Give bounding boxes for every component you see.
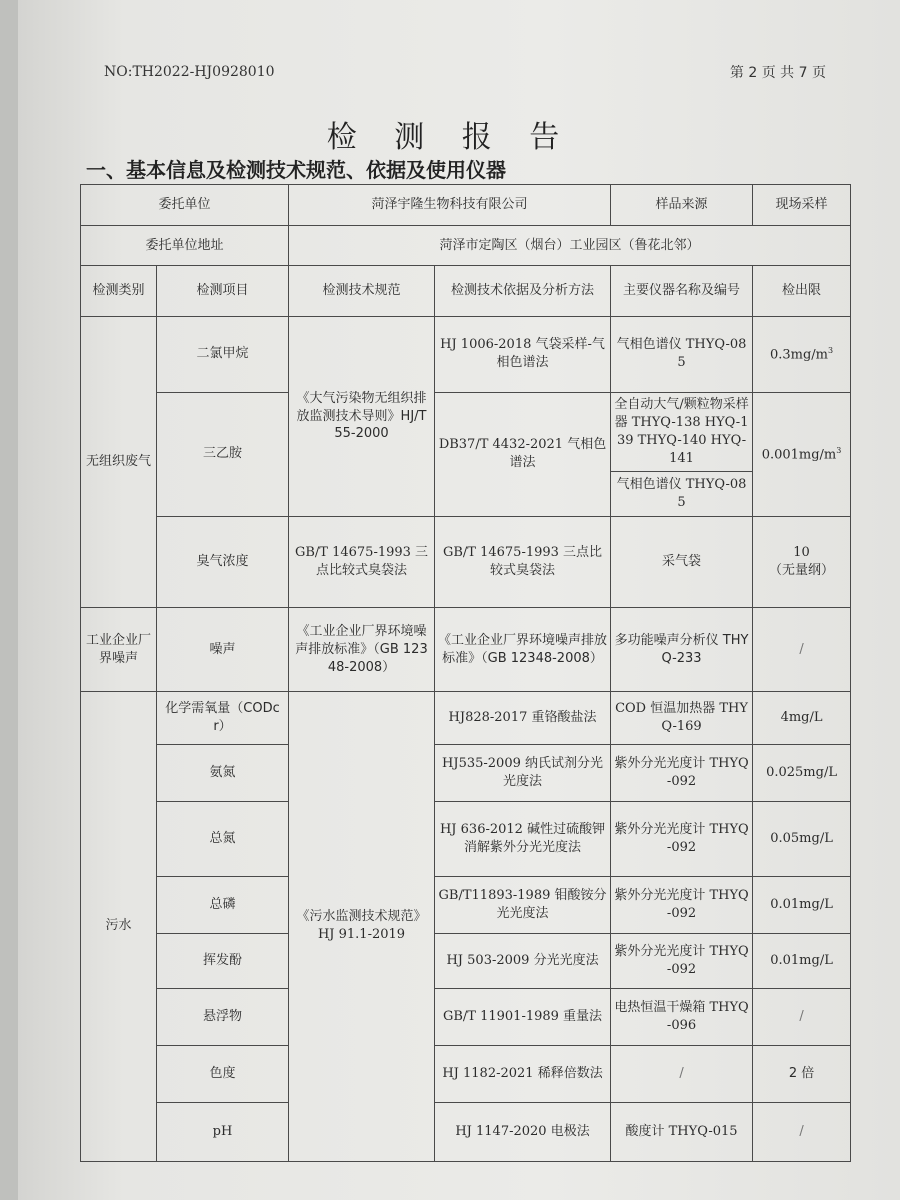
limit-value: 0.3mg/m (769, 347, 828, 363)
limit-value: 10 (793, 545, 810, 561)
method-cell: HJ828-2017 重铬酸盐法 (435, 691, 611, 744)
instrument-cell: 紫外分光光度计 THYQ-092 (611, 801, 753, 876)
instrument-cell: 采气袋 (611, 516, 753, 608)
instrument-cell: 紫外分光光度计 THYQ-092 (611, 933, 753, 988)
section-title: 一、基本信息及检测技术规范、依据及使用仪器 (86, 158, 506, 182)
item-cell: 色度 (157, 1045, 289, 1102)
limit-cell: 0.025mg/L (753, 744, 851, 801)
limit-superscript: 3 (836, 445, 842, 455)
item-cell: 总氮 (157, 801, 289, 876)
method-cell: HJ 1182-2021 稀释倍数法 (435, 1045, 611, 1102)
address-label: 委托单位地址 (81, 225, 289, 266)
table-row (81, 608, 851, 691)
spec-cell: 《大气污染物无组织排放监测技术导则》HJ/T 55-2000 (289, 317, 435, 516)
spec-cell: 《工业企业厂界环境噪声排放标准》（GB 12348-2008） (289, 608, 435, 691)
limit-cell: 0.01mg/L (753, 876, 851, 933)
table-row (81, 1045, 851, 1102)
item-cell: 二氯甲烷 (157, 317, 289, 392)
method-cell: DB37/T 4432-2021 气相色谱法 (435, 392, 611, 516)
col-category-header: 检测类别 (81, 266, 157, 317)
limit-cell: / (753, 1102, 851, 1161)
method-cell: HJ 1006-2018 气袋采样-气相色谱法 (435, 317, 611, 392)
item-cell: 化学需氧量（CODcr） (157, 691, 289, 744)
table-row (81, 933, 851, 988)
item-cell: 三乙胺 (157, 392, 289, 516)
instrument-cell: 紫外分光光度计 THYQ-092 (611, 876, 753, 933)
instrument-cell: 全自动大气/颗粒物采样器 THYQ-138 HYQ-139 THYQ-140 HYQ-141 (611, 392, 753, 471)
col-instrument-header: 主要仪器名称及编号 (611, 266, 753, 317)
method-cell: HJ535-2009 纳氏试剂分光光度法 (435, 744, 611, 801)
limit-cell (753, 392, 851, 516)
instrument-cell: 气相色谱仪 THYQ-085 (611, 317, 753, 392)
limit-superscript: 3 (828, 345, 834, 355)
method-cell: HJ 1147-2020 电极法 (435, 1102, 611, 1161)
instrument-cell: 电热恒温干燥箱 THYQ-096 (611, 988, 753, 1045)
table-row (81, 1102, 851, 1161)
category-cell: 无组织废气 (81, 317, 157, 608)
item-cell: 挥发酚 (157, 933, 289, 988)
category-cell: 工业企业厂界噪声 (81, 608, 157, 691)
category-cell: 污水 (81, 691, 157, 1161)
item-cell: 总磷 (157, 876, 289, 933)
method-cell: GB/T11893-1989 钼酸铵分光光度法 (435, 876, 611, 933)
instrument-cell: COD 恒温加热器 THYQ-169 (611, 691, 753, 744)
client-value: 菏泽宇隆生物科技有限公司 (289, 185, 611, 226)
item-cell: 臭气浓度 (157, 516, 289, 608)
address-value: 菏泽市定陶区（烟台）工业园区（鲁花北邻） (289, 225, 851, 266)
limit-cell: / (753, 608, 851, 691)
item-cell: pH (157, 1102, 289, 1161)
spec-cell: GB/T 14675-1993 三点比较式臭袋法 (289, 516, 435, 608)
table-row (81, 801, 851, 876)
limit-value: 0.001mg/m (761, 446, 837, 462)
sample-source-label: 样品来源 (611, 185, 753, 226)
item-cell: 氨氮 (157, 744, 289, 801)
page-indicator: 第 2 页 共 7 页 (729, 65, 826, 81)
table-row (81, 744, 851, 801)
client-label: 委托单位 (81, 185, 289, 226)
method-cell: HJ 503-2009 分光光度法 (435, 933, 611, 988)
col-limit-header: 检出限 (753, 266, 851, 317)
method-cell: 《工业企业厂界环境噪声排放标准》（GB 12348-2008） (435, 608, 611, 691)
method-cell: GB/T 14675-1993 三点比较式臭袋法 (435, 516, 611, 608)
instrument-cell: / (611, 1045, 753, 1102)
sample-source-value: 现场采样 (753, 185, 851, 226)
col-spec-header: 检测技术规范 (289, 266, 435, 317)
address-row (81, 225, 851, 266)
table-row (81, 317, 851, 392)
method-cell: GB/T 11901-1989 重量法 (435, 988, 611, 1045)
instrument-cell: 酸度计 THYQ-015 (611, 1102, 753, 1161)
limit-cell (753, 317, 851, 392)
report-number: NO:TH2022-HJ0928010 (104, 64, 275, 80)
column-header-row (81, 266, 851, 317)
spec-cell: 《污水监测技术规范》HJ 91.1-2019 (289, 691, 435, 1161)
limit-cell (753, 516, 851, 608)
inspection-table (80, 184, 851, 1162)
col-item-header: 检测项目 (157, 266, 289, 317)
table-row (81, 516, 851, 608)
limit-cell: 2 倍 (753, 1045, 851, 1102)
limit-note: （无量纲） (769, 563, 835, 579)
table-row (81, 988, 851, 1045)
item-cell: 噪声 (157, 608, 289, 691)
limit-cell: 4mg/L (753, 691, 851, 744)
table-row (81, 691, 851, 744)
method-cell: HJ 636-2012 碱性过硫酸钾消解紫外分光光度法 (435, 801, 611, 876)
instrument-cell: 多功能噪声分析仪 THYQ-233 (611, 608, 753, 691)
instrument-cell: 紫外分光光度计 THYQ-092 (611, 744, 753, 801)
col-method-header: 检测技术依据及分析方法 (435, 266, 611, 317)
table-row (81, 392, 851, 471)
report-title: 检 测 报 告 (326, 120, 574, 155)
table-row (81, 876, 851, 933)
limit-cell: / (753, 988, 851, 1045)
limit-cell: 0.05mg/L (753, 801, 851, 876)
limit-cell: 0.01mg/L (753, 933, 851, 988)
item-cell: 悬浮物 (157, 988, 289, 1045)
instrument-cell: 气相色谱仪 THYQ-085 (611, 471, 753, 516)
client-row (81, 185, 851, 226)
